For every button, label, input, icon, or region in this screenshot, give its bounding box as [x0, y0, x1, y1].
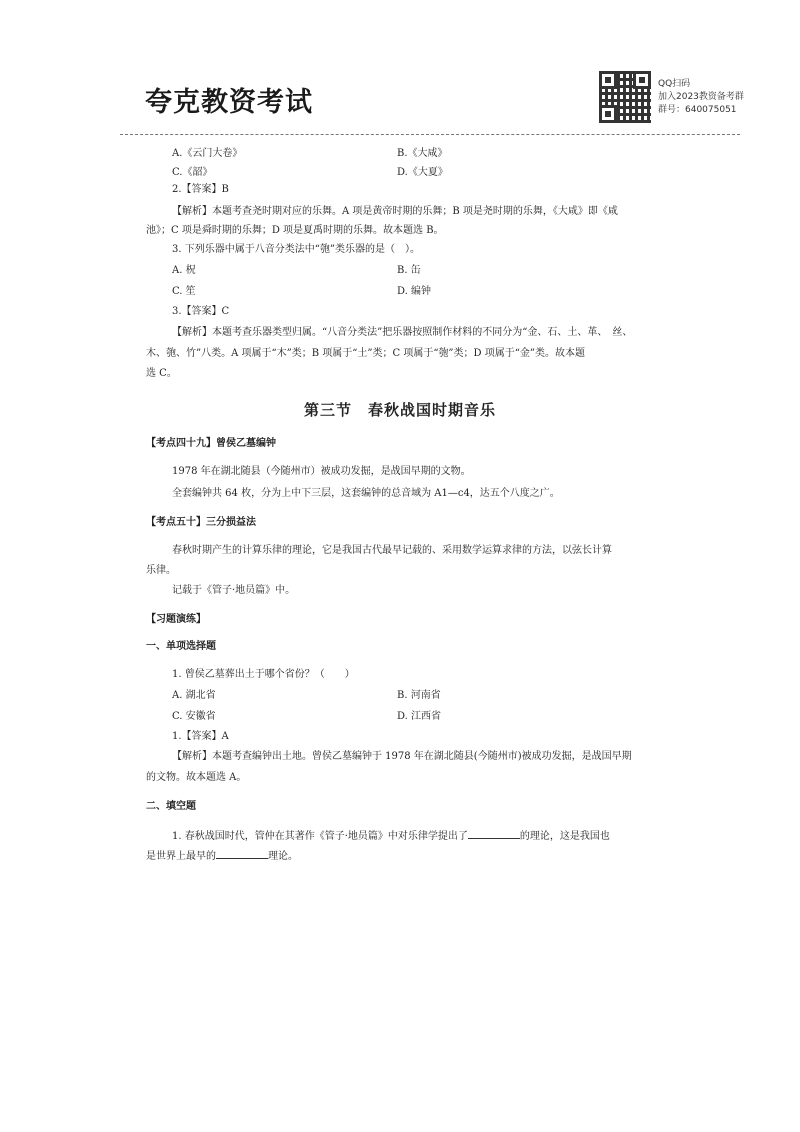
fill-text: 1. 春秋战国时代，管仲在其著作《管子·地员篇》中对乐律学提出了: [172, 831, 468, 842]
fill-blank[interactable]: [468, 828, 520, 839]
paragraph: 记载于《管子·地员篇》中。: [172, 585, 296, 596]
explanation-line: 选 C。: [146, 368, 177, 379]
fill-text: 是世界上最早的: [146, 851, 216, 862]
header-divider: [120, 134, 740, 135]
part-heading: 二、填空题: [146, 801, 196, 812]
qr-caption-line: QQ扫码: [658, 79, 691, 89]
part-heading: 一、单项选择题: [146, 641, 216, 652]
qr-finder: [599, 71, 617, 89]
paragraph: 全套编钟共 64 枚，分为上中下三层，这套编钟的总音域为 A1—c4，达五个八度之广。: [172, 488, 560, 499]
answer-line: 3.【答案】C: [172, 306, 230, 317]
option-d: D. 编钟: [397, 286, 432, 297]
keypoint-heading: 【考点四十九】曾侯乙墓编钟: [146, 438, 276, 449]
option-d: D. 江西省: [397, 711, 442, 722]
qr-group-number: 群号：640075051: [658, 105, 737, 115]
option-b: B. 缶: [397, 265, 421, 276]
option-c: C.《韶》: [172, 167, 213, 178]
explanation-line: 木、匏、竹”八类。A 项属于“木”类；B 项属于“土”类；C 项属于“匏”类；D 项属于“金”类。故本题: [146, 348, 585, 359]
option-c: C. 安徽省: [172, 711, 216, 722]
option-a: A.《云门大卷》: [172, 148, 243, 159]
fill-question-line1: [172, 828, 610, 844]
section-title: 第三节 春秋战国时期音乐: [303, 401, 496, 419]
paragraph: 1978 年在湖北随县（今随州市）被成功发掘，是战国早期的文物。: [172, 466, 471, 477]
option-b: B.《大咸》: [397, 148, 448, 159]
answer-line: 1.【答案】A: [172, 731, 229, 742]
paragraph: 春秋时期产生的计算乐律的理论，它是我国古代最早记载的、采用数学运算求律的方法，以弦长计算: [172, 545, 612, 556]
option-b: B. 河南省: [397, 690, 441, 701]
keypoint-heading: 【考点五十】三分损益法: [146, 517, 256, 528]
qr-finder: [599, 105, 617, 123]
fill-text: 理论。: [268, 851, 298, 862]
answer-line: 2.【答案】B: [172, 184, 229, 195]
explanation-line: 【解析】本题考查尧时期对应的乐舞。A 项是黄帝时期的乐舞；B 项是尧时期的乐舞，《大咸》即《咸: [172, 206, 618, 217]
qr-caption: [658, 78, 744, 117]
option-a: A. 湖北省: [172, 690, 216, 701]
fill-question-line2: [146, 848, 298, 864]
explanation-line: 的文物。故本题选 A。: [146, 772, 247, 783]
qr-code-icon: [599, 71, 651, 123]
option-c: C. 笙: [172, 286, 196, 297]
explanation-line: 【解析】本题考查乐器类型归属。“八音分类法”把乐器按照制作材料的不同分为“金、石、土、革、 丝、: [172, 327, 633, 338]
qr-finder: [633, 71, 651, 89]
fill-blank[interactable]: [216, 848, 268, 859]
option-d: D.《大夏》: [397, 167, 448, 178]
brand-logo: 夸克教资考试: [145, 87, 313, 118]
qr-caption-line: 加入2023教资备考群: [658, 92, 744, 102]
practice-heading: 【习题演练】: [146, 614, 206, 625]
paragraph: 乐律。: [146, 565, 176, 576]
option-a: A. 柷: [172, 265, 196, 276]
fill-text: 的理论，这是我国也: [519, 831, 610, 842]
question-text: 1. 曾侯乙墓葬出土于哪个省份？（ ）: [172, 669, 355, 680]
explanation-line: 【解析】本题考查编钟出土地。曾侯乙墓编钟于 1978 年在湖北随县(今随州市)被成功发掘，是战国早期: [172, 751, 632, 762]
question-text: 3. 下列乐器中属于八音分类法中“匏”类乐器的是（ ）。: [172, 244, 420, 255]
explanation-line: 池》；C 项是舜时期的乐舞；D 项是夏禹时期的乐舞。故本题选 B。: [146, 225, 444, 236]
